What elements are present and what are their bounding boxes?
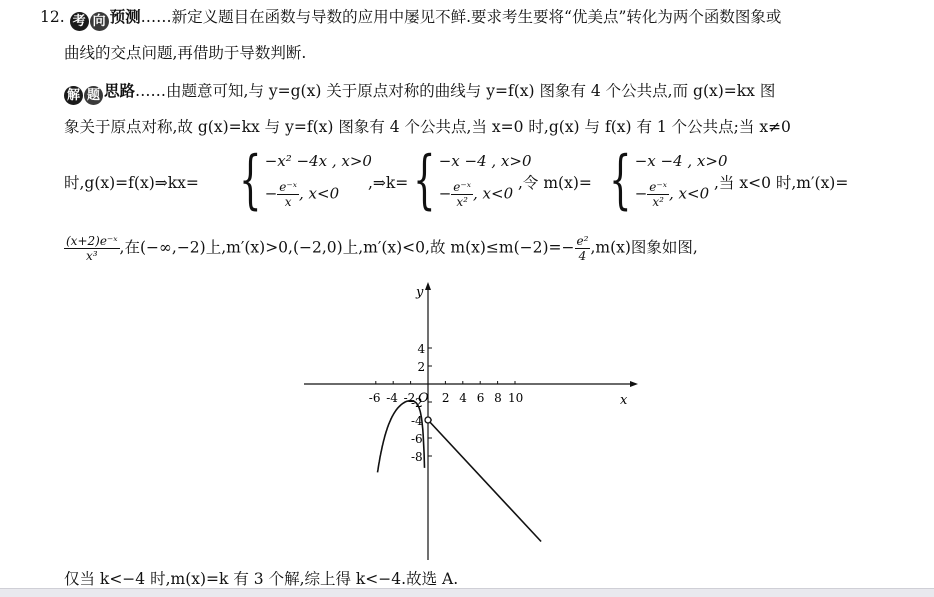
section2-line4 — [64, 234, 914, 263]
section2-line3-pre: 时,g(x)=f(x)⇒kx= — [64, 174, 199, 192]
x-tick-label: 8 — [494, 391, 502, 405]
y-axis-arrow — [425, 282, 431, 290]
deriv-frac — [64, 234, 120, 263]
x-axis-label: x — [620, 393, 628, 408]
piecewise-1 — [230, 143, 372, 217]
case3-frac-den: x² — [652, 194, 664, 209]
x-tick-label: 4 — [459, 391, 467, 405]
conclusion-line: 仅当 k<−4 时,m(x)=k 有 3 个解,综上得 k<−4.故选 A. — [64, 570, 459, 588]
badge-ti: 题 — [84, 86, 103, 105]
case1-cond: , x<0 — [299, 184, 340, 202]
case2-frac-num: e⁻ˣ — [453, 179, 471, 194]
section2-title: 思路 — [104, 82, 136, 100]
badge-kao: 考 — [70, 12, 89, 31]
case2-frac — [451, 180, 473, 209]
case1-top: −x² −4x , x>0 — [264, 151, 372, 170]
y-tick-label: 4 — [417, 342, 426, 356]
case3-frac — [647, 180, 669, 209]
brace-2: { — [413, 143, 436, 217]
case1-frac — [277, 180, 299, 209]
section1-title: 预测 — [109, 8, 141, 26]
x-tick-label: 2 — [441, 391, 450, 405]
cases-1 — [265, 152, 372, 209]
section1-line1 — [40, 6, 914, 31]
x-tick-label: -6 — [368, 391, 381, 405]
origin-label: O — [418, 391, 429, 406]
y-tick-label: -2 — [411, 396, 423, 410]
case2-minus: − — [438, 184, 452, 202]
x-tick-label: -4 — [386, 391, 398, 405]
y-tick-label: -8 — [411, 450, 423, 464]
line-right-branch — [428, 420, 541, 542]
section2-line4-text: ,在(−∞,−2)上,m′(x)>0,(−2,0)上,m′(x)<0,故 m(x)≤m(−2)=− — [119, 238, 575, 257]
open-point — [425, 417, 431, 423]
piecewise-2 — [404, 143, 532, 217]
deriv-den: x³ — [85, 249, 98, 263]
section2-line2: 象关于原点对称,故 g(x)=kx 与 y=f(x) 图象有 4 个公共点,当 x=0 时,g(x) 与 f(x) 有 1 个公共点;当 x≠0 — [64, 118, 791, 136]
y-tick-label: -4 — [411, 414, 423, 428]
case1-frac-den: x — [284, 194, 292, 209]
case1-frac-num: e⁻ˣ — [279, 179, 297, 194]
section1-dots: …… — [140, 8, 172, 26]
case3-top: −x −4 , x>0 — [634, 151, 728, 170]
bottom-status-bar — [0, 588, 934, 597]
section2-line1 — [64, 80, 914, 105]
x-tick-label: 6 — [476, 391, 485, 405]
max-frac — [575, 234, 591, 263]
case3-frac-num: e⁻ˣ — [649, 179, 667, 194]
deriv-num: (x+2)e⁻ˣ — [66, 234, 118, 248]
case3-minus: − — [634, 184, 648, 202]
case1-minus: − — [264, 184, 278, 202]
case2-cond: , x<0 — [473, 184, 514, 202]
brace-3: { — [609, 143, 632, 217]
piecewise-3 — [600, 143, 728, 217]
brace-1: { — [239, 143, 262, 217]
y-tick-label: -6 — [411, 432, 423, 446]
x-tick-label: -2 — [403, 391, 416, 405]
max-den: 4 — [578, 249, 587, 263]
section2-dots: …… — [135, 82, 167, 100]
case1-bottom — [265, 180, 372, 209]
y-axis-label: y — [416, 285, 424, 300]
let-m: ,令 m(x)= — [518, 174, 592, 192]
arrow-k: ,⇒k= — [368, 174, 409, 192]
section2-line3-post: ,当 x<0 时,m′(x)= — [714, 174, 849, 192]
section2-line1-text: 由题意可知,与 y=g(x) 关于原点对称的曲线与 y=f(x) 图象有 4 个公共点,而 g(x)=kx 图 — [166, 82, 776, 100]
badge-xiang: 向 — [90, 12, 109, 31]
x-tick-label: 10 — [508, 391, 524, 405]
y-tick-label: 2 — [417, 360, 426, 374]
max-num: e² — [576, 234, 589, 248]
case2-top: −x −4 , x>0 — [438, 151, 532, 170]
section2-line4-post: ,m(x)图象如图, — [590, 238, 698, 257]
function-graph — [300, 280, 640, 565]
section1-text1: 新定义题目在函数与导数的应用中屡见不鲜.要求考生要将“优美点”转化为两个函数图象或 — [171, 8, 782, 26]
section1-line2: 曲线的交点问题,再借助于导数判断. — [64, 44, 307, 62]
case3-cond: , x<0 — [669, 184, 710, 202]
case2-frac-den: x² — [456, 194, 468, 209]
x-axis-arrow — [630, 381, 638, 387]
question-number: 12. — [40, 8, 65, 26]
badge-jie: 解 — [64, 86, 83, 105]
